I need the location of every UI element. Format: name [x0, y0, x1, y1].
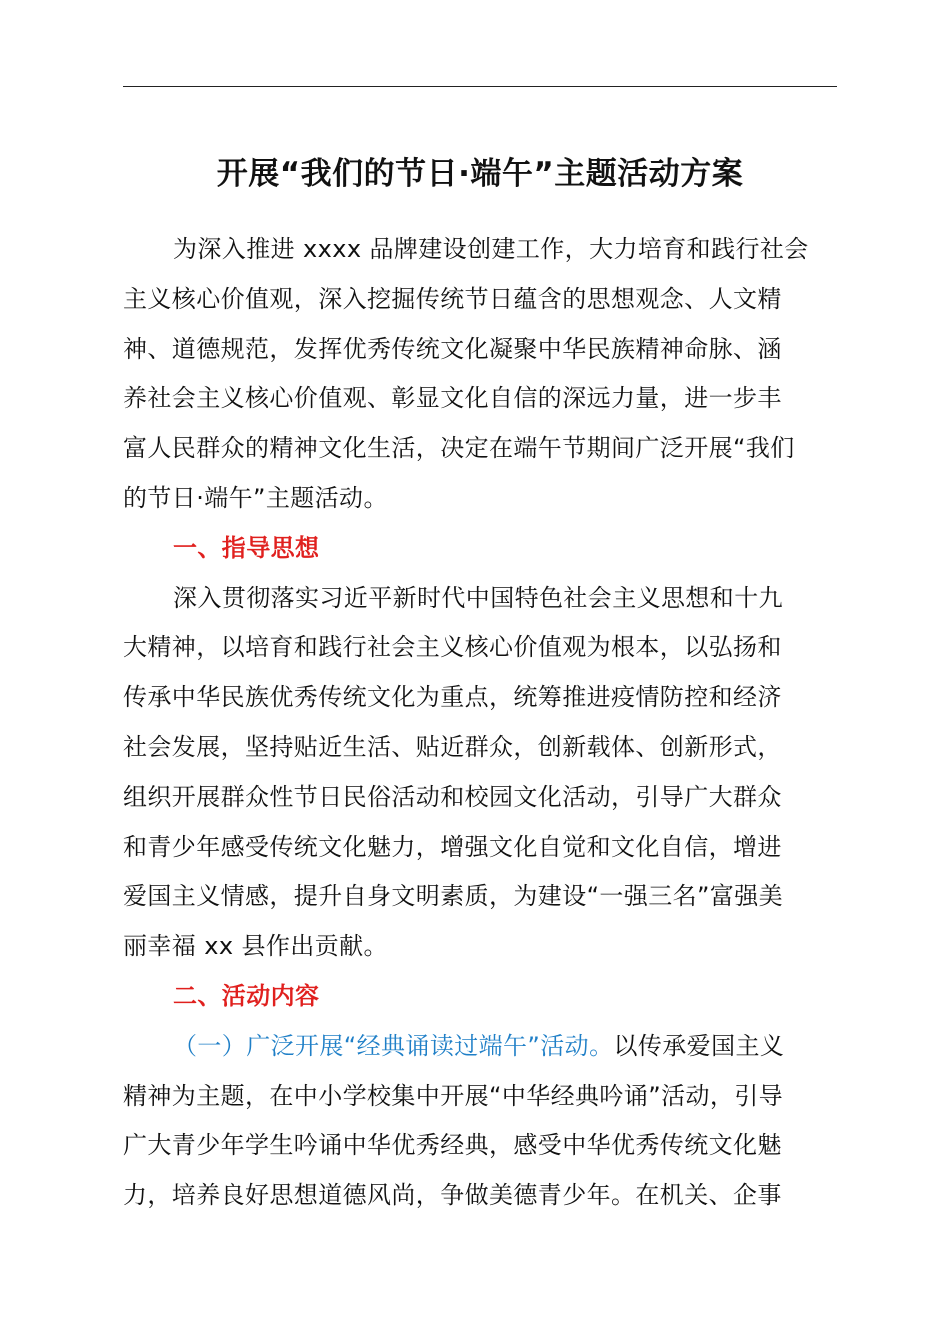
section1-line: 大精神，以培育和践行社会主义核心价值观为根本，以弘扬和: [123, 633, 782, 662]
intro-line: 神、道德规范，发挥优秀传统文化凝聚中华民族精神命脉、涵: [123, 334, 782, 363]
intro-line: 养社会主义核心价值观、彰显文化自信的深远力量，进一步丰: [123, 384, 782, 413]
section-heading-activity-content: 二、活动内容: [173, 981, 320, 1010]
section1-line: 社会发展，坚持贴近生活、贴近群众，创新载体、创新形式，: [123, 732, 782, 761]
subsection-line: 广大青少年学生吟诵中华优秀经典，感受中华优秀传统文化魅: [123, 1131, 782, 1160]
subsection-line: 力，培养良好思想道德风尚，争做美德青少年。在机关、企事: [123, 1181, 782, 1210]
subsection-line: 精神为主题，在中小学校集中开展“中华经典吟诵”活动，引导: [123, 1081, 784, 1110]
document-body: [123, 225, 837, 1221]
section1-line: 组织开展群众性节日民俗活动和校园文化活动，引导广大群众: [123, 782, 782, 811]
section1-line: 传承中华民族优秀传统文化为重点，统筹推进疫情防控和经济: [123, 683, 782, 712]
subsection-line: [123, 1022, 837, 1072]
header-rule: [123, 86, 837, 87]
intro-line: 富人民群众的精神文化生活，决定在端午节期间广泛开展“我们: [123, 434, 795, 463]
document-title: 开展“我们的节日·端午”主题活动方案: [216, 156, 744, 192]
subsection-line-rest: 以传承爱国主义: [613, 1031, 785, 1060]
intro-line: 为深入推进 xxxx 品牌建设创建工作，大力培育和践行社会: [173, 235, 809, 263]
intro-line: 的节日·端午”主题活动。: [123, 483, 388, 512]
section1-line: 丽幸福 xx 县作出贡献。: [123, 932, 388, 961]
section1-line: 爱国主义情感，提升自身文明素质，为建设“一强三名”富强美: [123, 882, 784, 911]
section-heading-guiding-ideology: 一、指导思想: [173, 533, 320, 562]
section1-line: 和青少年感受传统文化魅力，增强文化自觉和文化自信，增进: [123, 832, 782, 861]
intro-line: 主义核心价值观，深入挖掘传统节日蕴含的思想观念、人文精: [123, 284, 782, 313]
section1-line: 深入贯彻落实习近平新时代中国特色社会主义思想和十九: [173, 583, 783, 612]
subsection-heading-classic-recitation: （一）广泛开展“经典诵读过端午”活动。: [173, 1031, 614, 1060]
